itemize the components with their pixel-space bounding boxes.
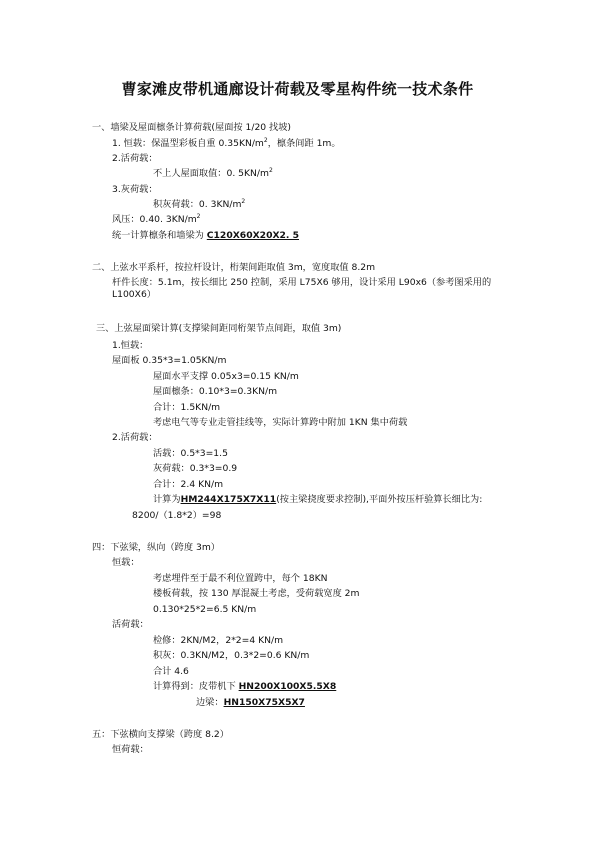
s3-calc-result xyxy=(153,494,482,506)
s1-ash-load xyxy=(153,199,245,211)
s5-dead-heading: 恒荷载： xyxy=(112,744,149,755)
s1-dead-sup: 2 xyxy=(263,137,268,144)
s3-live-sum: 合计：2.4 KN/m xyxy=(153,479,224,490)
s3-ash-load: 灰荷载：0.3*3=0.9 xyxy=(153,463,238,474)
s3-calc-section: HM244X175X7X11 xyxy=(180,494,277,505)
s1-live-sup: 2 xyxy=(268,167,273,174)
s1-unified-section: C120X60X20X2. 5 xyxy=(206,230,300,241)
page-title: 曹家滩皮带机通廊设计荷载及零星构件统一技术条件 xyxy=(121,80,474,98)
s4-result-section: HN200X100X5.5X8 xyxy=(238,681,337,692)
s3-calc-suffix: (按主梁挠度要求控制),平面外按压杆验算长细比为: xyxy=(276,494,483,505)
s1-ash-heading: 3.灰荷载： xyxy=(112,184,158,195)
s1-dead-load xyxy=(112,138,341,150)
s1-unified xyxy=(112,230,299,242)
s4-slab-calc: 0.130*25*2=6.5 KN/m xyxy=(153,604,257,615)
s3-dead-heading: 1.恒载： xyxy=(112,340,149,351)
s4-result-prefix: 计算得到：皮带机下 xyxy=(153,681,239,692)
s1-wind-load xyxy=(112,214,200,226)
s1-ash-sup: 2 xyxy=(241,198,246,205)
s4-live-heading: 活荷载： xyxy=(112,619,149,630)
s4-embed-note: 考虑埋件至于最不利位置跨中，每个 18KN xyxy=(153,573,328,584)
s4-slab-note: 楼板荷载，按 130 厚混凝土考虑，受荷载宽度 2m xyxy=(153,588,360,599)
s3-horizontal-brace: 屋面水平支撑 0.05x3=0.15 KN/m xyxy=(153,371,299,382)
s4-repair-load: 检修：2KN/M2，2*2=4 KN/m xyxy=(153,635,284,646)
s1-live-load xyxy=(153,168,273,180)
s3-electrical-note: 考虑电气等专业走管挂线等，实际计算跨中附加 1KN 集中荷载 xyxy=(153,417,408,428)
section-1-heading: 一、墙梁及屋面檩条计算荷载(屋面按 1/20 找坡) xyxy=(92,122,292,133)
s1-ash-text: 积灰荷载：0. 3KN/m xyxy=(153,199,242,210)
s3-roof-purlin: 屋面檩条：0.10*3=0.3KN/m xyxy=(153,386,278,397)
s4-edge-prefix: 边梁： xyxy=(196,697,224,708)
section-2-heading: 二、上弦水平系杆，按拉杆设计，桁架间距取值 3m，宽度取值 8.2m xyxy=(92,262,376,273)
s2-body: 杆件长度：5.1m，按长细比 250 控制，采用 L75X6 够用，设计采用 L90x6（参考图采用的 L100X6） xyxy=(112,277,492,300)
s1-wind-sup: 2 xyxy=(196,213,201,220)
s4-dead-heading: 恒载： xyxy=(112,557,140,568)
s4-ash-load: 积灰：0.3KN/M2，0.3*2=0.6 KN/m xyxy=(153,650,310,661)
s1-dead-text: 1. 恒载：保温型彩板自重 0.35KN/m xyxy=(112,138,264,149)
s1-live-text: 不上人屋面取值：0. 5KN/m xyxy=(153,168,269,179)
s1-live-heading: 2.活荷载： xyxy=(112,153,158,164)
s1-wind-text: 风压：0.40. 3KN/m xyxy=(112,214,197,225)
section-4-heading: 四：下弦梁，纵向（跨度 3m） xyxy=(92,542,220,553)
s3-dead-sum: 合计：1.5KN/m xyxy=(153,402,221,413)
s4-edge-section: HN150X75X5X7 xyxy=(223,697,305,708)
s3-slenderness: 8200/（1.8*2）=98 xyxy=(132,510,222,521)
section-5-heading: 五：下弦横向支撑梁（跨度 8.2） xyxy=(92,729,229,740)
s4-edge-beam xyxy=(196,697,305,709)
s3-live-load: 活载：0.5*3=1.5 xyxy=(153,448,228,459)
s3-calc-prefix: 计算为 xyxy=(153,494,181,505)
section-3-heading: 三、上弦屋面梁计算(支撑梁间距同桁架节点间距，取值 3m) xyxy=(96,323,342,334)
s1-unified-text: 统一计算檩条和墙梁为 xyxy=(112,230,207,241)
s4-sum: 合计 4.6 xyxy=(153,666,189,677)
s1-dead-tail: ，檩条间距 1m。 xyxy=(267,138,341,149)
s3-roof-panel: 屋面板 0.35*3=1.05KN/m xyxy=(112,355,227,366)
s3-live-heading: 2.活荷载： xyxy=(112,432,158,443)
s4-result xyxy=(153,681,336,693)
